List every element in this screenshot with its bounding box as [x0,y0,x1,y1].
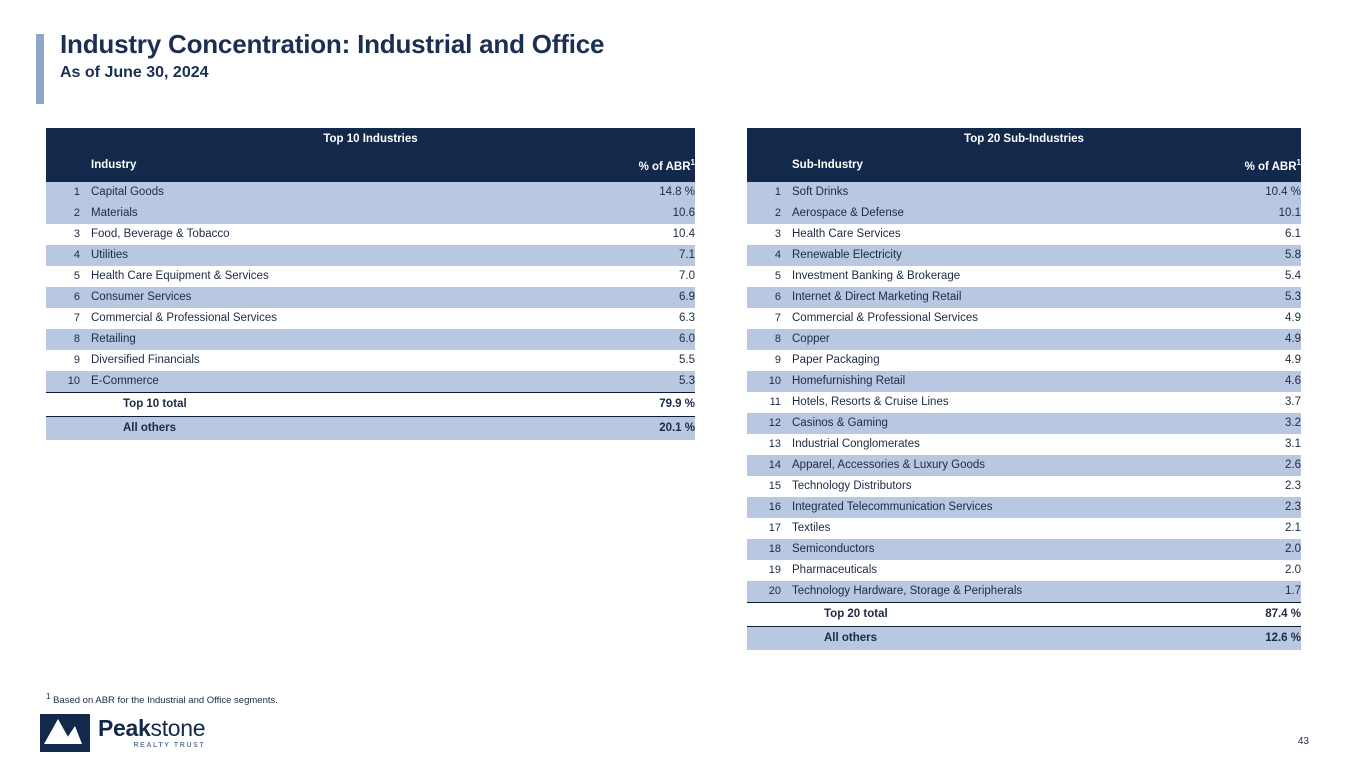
row-name: Commercial & Professional Services [792,312,978,325]
total-label: Top 10 total [87,392,527,416]
row-name: Copper [788,329,1135,350]
row-rank: 18 [747,539,788,560]
row-name: Pharmaceuticals [792,564,878,577]
row-rank: 4 [747,245,788,266]
row-name: Homefurnishing Retail [788,371,1135,392]
header-accent-bar [36,34,44,104]
table-row [747,245,1301,266]
others-rank-spacer [747,626,788,650]
company-logo [40,714,205,752]
row-value: 10.4 [672,228,695,241]
row-name: Soft Drinks [788,182,1135,203]
row-value: 5.8 [1135,245,1301,266]
row-rank: 6 [46,287,87,308]
row-value: 1.7 [1135,581,1301,603]
right-band-title-row [747,128,1301,150]
row-name: Renewable Electricity [788,245,1135,266]
table-row [747,392,1301,413]
table-all-others-row [747,626,1301,650]
row-value: 2.0 [1285,564,1301,577]
row-value: 10.4 % [1135,182,1301,203]
page-subtitle: As of June 30, 2024 [60,63,209,81]
row-rank: 8 [747,329,788,350]
table-row [747,455,1301,476]
total-rank-spacer [747,602,788,626]
row-rank: 4 [46,245,87,266]
table-row [747,266,1301,287]
row-name: Hotels, Resorts & Cruise Lines [792,396,949,409]
row-name: Technology Hardware, Storage & Peripherals [788,581,1135,603]
row-name: Materials [87,203,527,224]
table-row [747,287,1301,308]
top-10-industries-table [46,128,695,440]
left-data-table [46,128,695,440]
logo-word-bold: Peak [98,715,151,741]
row-value: 2.3 [1135,497,1301,518]
row-value: 5.3 [527,371,695,393]
table-row [747,560,1301,581]
others-label: All others [87,416,527,440]
right-col-name-header [788,150,1135,182]
row-rank: 9 [774,354,781,367]
row-value: 4.9 [1135,329,1301,350]
left-column-header-row [46,150,695,182]
left-col-rank-header [46,150,87,182]
row-value: 6.1 [1285,228,1301,241]
row-value: 2.1 [1285,522,1301,535]
table-row [46,182,695,203]
row-value: 6.9 [527,287,695,308]
row-rank: 12 [747,413,788,434]
others-value: 20.1 % [527,416,695,440]
logo-wordmark [98,717,205,749]
row-name: Consumer Services [87,287,527,308]
row-name: Textiles [792,522,831,535]
others-label: All others [788,626,1135,650]
row-value: 7.1 [527,245,695,266]
row-name: Retailing [87,329,527,350]
row-name: Technology Distributors [792,480,912,493]
row-rank: 5 [774,270,781,283]
row-value: 3.2 [1135,413,1301,434]
row-rank: 16 [747,497,788,518]
right-col-value-label: % of ABR [1244,160,1297,173]
right-col-name-label: Sub-Industry [792,159,863,172]
table-row [747,350,1301,371]
row-value: 3.1 [1285,438,1301,451]
table-total-row [747,602,1301,626]
header-text-group [60,30,604,82]
table-row [46,329,695,350]
row-name: Casinos & Gaming [788,413,1135,434]
row-name: Commercial & Professional Services [91,312,277,325]
row-name: Integrated Telecommunication Services [788,497,1135,518]
total-value: 87.4 % [1135,602,1301,626]
row-value: 10.1 [1135,203,1301,224]
row-rank: 1 [46,182,87,203]
row-rank: 5 [73,270,80,283]
row-name: Semiconductors [788,539,1135,560]
row-value: 6.0 [527,329,695,350]
table-row [747,224,1301,245]
row-rank: 1 [747,182,788,203]
table-row [747,539,1301,560]
logo-word-light: stone [150,715,206,741]
left-band-title-row [46,128,695,150]
row-value: 3.7 [1285,396,1301,409]
left-col-value-label: % of ABR [638,160,691,173]
row-value: 7.0 [679,270,695,283]
table-row [46,350,695,371]
table-row [747,476,1301,497]
right-column-header-row [747,150,1301,182]
right-col-rank-header [747,150,788,182]
row-value: 5.4 [1285,270,1301,283]
row-name: Aerospace & Defense [788,203,1135,224]
row-name: Food, Beverage & Tobacco [91,228,230,241]
row-rank: 20 [747,581,788,603]
table-row [46,245,695,266]
table-total-row [46,392,695,416]
footnote-text: Based on ABR for the Industrial and Office segments. [53,695,278,707]
row-rank: 9 [73,354,80,367]
table-row [747,518,1301,539]
row-value: 4.6 [1135,371,1301,392]
row-name: Apparel, Accessories & Luxury Goods [788,455,1135,476]
row-rank: 8 [46,329,87,350]
right-band-title: Top 20 Sub-Industries [747,128,1301,150]
row-value: 14.8 % [527,182,695,203]
row-name: Diversified Financials [91,354,200,367]
left-col-value-header [527,150,695,182]
row-rank: 6 [747,287,788,308]
table-all-others-row [46,416,695,440]
footnote-marker: 1 [46,692,51,701]
others-value: 12.6 % [1135,626,1301,650]
row-value: 4.9 [1285,312,1301,325]
table-row [747,497,1301,518]
total-label: Top 20 total [788,602,1135,626]
row-rank: 15 [768,480,781,493]
row-rank: 3 [73,228,80,241]
row-rank: 7 [774,312,781,325]
row-rank: 17 [768,522,781,535]
row-name: Internet & Direct Marketing Retail [788,287,1135,308]
total-value: 79.9 % [527,392,695,416]
table-row [747,413,1301,434]
total-rank-spacer [46,392,87,416]
row-value: 2.6 [1135,455,1301,476]
left-band-title: Top 10 Industries [46,128,695,150]
row-rank: 2 [46,203,87,224]
table-row [46,308,695,329]
right-data-table [747,128,1301,650]
row-rank: 7 [73,312,80,325]
row-name: Investment Banking & Brokerage [792,270,961,283]
table-row [747,329,1301,350]
row-rank: 13 [768,438,781,451]
table-row [747,308,1301,329]
table-row [46,287,695,308]
row-value: 4.9 [1285,354,1301,367]
row-name: Health Care Services [792,228,901,241]
page-number: 43 [1297,736,1309,747]
table-row [747,203,1301,224]
table-row [46,224,695,245]
row-rank: 14 [747,455,788,476]
table-row [46,203,695,224]
table-row [46,266,695,287]
row-name: Utilities [87,245,527,266]
table-row [747,371,1301,392]
left-col-name-header [87,150,527,182]
table-row [747,434,1301,455]
row-value: 6.3 [679,312,695,325]
row-name: Capital Goods [87,182,527,203]
row-value: 5.3 [1135,287,1301,308]
left-col-value-footnote-marker: 1 [690,158,695,167]
row-name: E-Commerce [87,371,527,393]
row-value: 2.3 [1285,480,1301,493]
footnote [46,692,278,706]
row-name: Paper Packaging [792,354,880,367]
right-col-value-header [1135,150,1301,182]
row-name: Health Care Equipment & Services [91,270,269,283]
row-value: 2.0 [1135,539,1301,560]
top-20-sub-industries-table [747,128,1301,650]
logo-tagline: REALTY TRUST [133,742,206,749]
row-value: 10.6 [527,203,695,224]
page-header [36,30,604,82]
right-col-value-footnote-marker: 1 [1296,158,1301,167]
table-row [747,182,1301,203]
row-rank: 3 [774,228,781,241]
left-col-name-label: Industry [91,159,137,172]
others-rank-spacer [46,416,87,440]
row-name: Industrial Conglomerates [792,438,920,451]
row-rank: 10 [46,371,87,393]
row-rank: 11 [769,396,781,409]
logo-word [98,717,205,740]
table-row [46,371,695,393]
peakstone-mark-icon [40,714,90,752]
row-rank: 19 [768,564,781,577]
row-value: 5.5 [679,354,695,367]
row-rank: 2 [747,203,788,224]
table-row [747,581,1301,603]
row-rank: 10 [747,371,788,392]
page-title: Industry Concentration: Industrial and Office [60,29,605,59]
